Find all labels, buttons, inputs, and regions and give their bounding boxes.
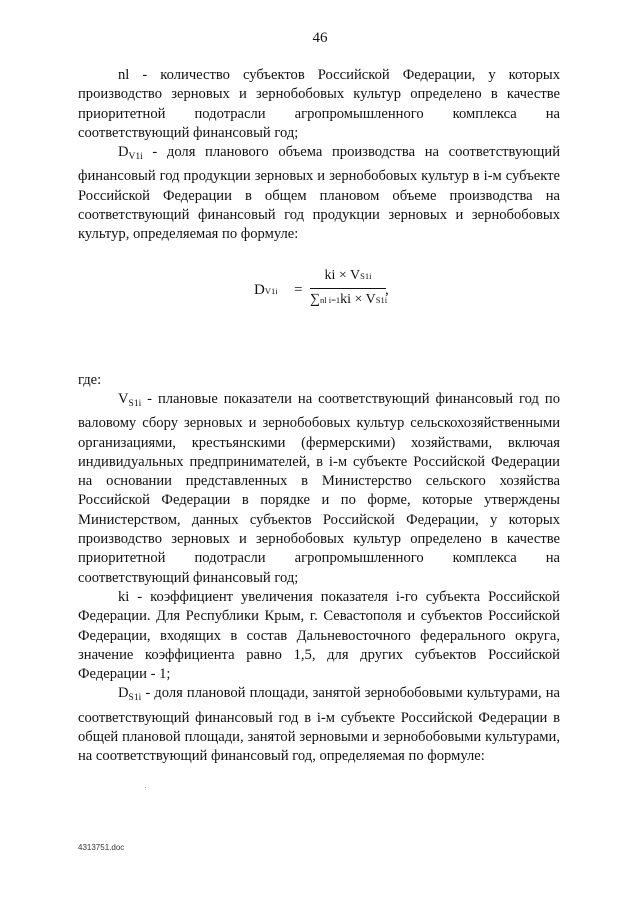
symbol-subscript: S1i — [128, 693, 142, 704]
paragraph-ki: ki - коэффициент увеличения показателя i-го субъекта Российской Федерации. Для Республики Крым, г. Севастополя и субъектов Российской Федерации, входящих в состав Дальневосточного федерального округа, значение коэффициента равно 1,5, для других субъектов Российской Федерации - 1; — [78, 588, 560, 683]
formula-comma: , — [385, 281, 389, 298]
formula-numerator: ki × VS1i — [310, 266, 386, 289]
formula-lhs: DV1i — [254, 281, 278, 298]
symbol-v: V — [118, 390, 129, 407]
file-footer: 4313751.doc — [78, 843, 125, 852]
formula-fraction — [310, 266, 386, 311]
scan-speck — [145, 787, 146, 788]
paragraph-text: - доля плановой площади, занятой зернобобовыми культурами, на соответствующий финансовый год в i-м субъекте Российской Федерации в общей плановой площади, занятой зерновыми и зернобобовыми культурами, на соответствующий финансовый год, определяемая по формуле: — [78, 685, 560, 765]
formula — [78, 245, 560, 341]
document-body — [78, 66, 560, 767]
formula-equals: = — [294, 281, 303, 298]
symbol-d: D — [118, 144, 129, 161]
where-label: где: — [78, 371, 102, 388]
formula-denominator: ∑nl i=1ki × VS1i — [310, 291, 388, 307]
symbol-subscript: S1i — [128, 398, 142, 409]
page-number: 46 — [312, 30, 328, 46]
paragraph-text: - доля планового объема производства на соответствующий финансовый год продукции зерновых и зернобобовых культур в i-м субъекте Российской Федерации в общем плановом объеме производства на соответствующий финансовый год продукции зерновых и зернобобовых культур, определяемая по формуле: — [78, 144, 560, 243]
paragraph-nl: nl - количество субъектов Российской Федерации, у которых производство зерновых и зернобобовых культур определено в качестве приоритетной подотрасли агропромышленного комплекса на соответствующий финансовый год; — [78, 67, 560, 141]
paragraph-text: - плановые показатели на соответствующий финансовый год по валовому сбору зерновых и зернобобовых культур сельскохозяйственными организациями, крестьянскими (фермерскими) хозяйствами, включая индивидуальных предпринимателей, в i-м субъекте Российской Федерации на основании представленных в Министерство сельского хозяйства Российской Федерации в порядке и по форме, которые утверждены Министерством, данных субъектов Российской Федерации, у которых производство зерновых и зернобобовых культур определено в качестве приоритетной подотрасли агропромышленного комплекса на соответствующий финансовый год; — [78, 390, 560, 586]
symbol-subscript: V1i — [128, 152, 143, 163]
symbol-d: D — [118, 685, 129, 702]
paragraph-dv1i — [78, 143, 560, 244]
paragraph-ds1i — [78, 684, 560, 766]
paragraph-vs1i — [78, 390, 560, 588]
